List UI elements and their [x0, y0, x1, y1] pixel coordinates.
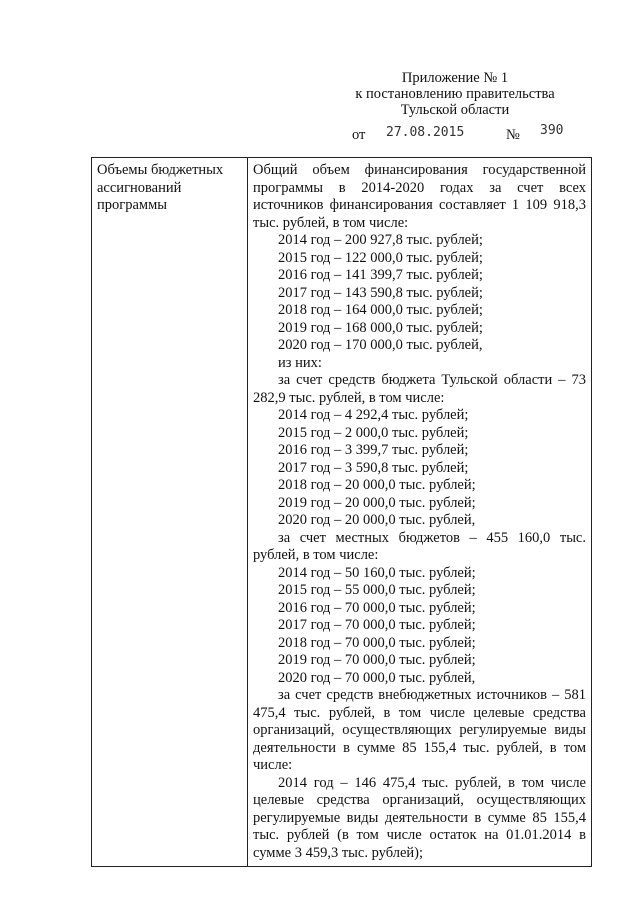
extra-2014-paragraph: 2014 год – 146 475,4 тыс. рублей, в том числе целевые средства организаций, осуществляющих регулируемые виды деятельности в сумме 85 155,4 тыс. рублей (в том числе остаток на 01.01.2014 в сумме 3 459,3 тыс. рублей); — [253, 774, 586, 861]
extra-paragraph: за счет средств внебюджетных источников – 581 475,4 тыс. рублей, в том числе целевые средства организаций, осуществляющих регулируемые виды деятельности в сумме 85 155,4 тыс. рублей, в том числе: — [253, 687, 586, 773]
row-label: Объемы бюджетных ассигнований программы — [92, 158, 248, 867]
regional-paragraph: за счет средств бюджета Тульской области – 73 282,9 тыс. рублей, в том числе: — [253, 372, 586, 406]
local-years-list — [253, 565, 586, 688]
order-number-label: № — [506, 127, 520, 143]
year-line: 2017 год – 70 000,0 тыс. рублей; — [278, 617, 476, 633]
year-line: 2016 год – 141 399,7 тыс. рублей; — [278, 267, 483, 283]
order-date: 27.08.2015 — [386, 125, 465, 140]
year-line: 2014 год – 50 160,0 тыс. рублей; — [278, 564, 476, 581]
year-line: 2018 год – 20 000,0 тыс. рублей; — [278, 477, 476, 493]
year-line: 2015 год – 55 000,0 тыс. рублей; — [278, 582, 476, 598]
regional-years-list — [253, 407, 586, 530]
order-number: 390 — [540, 123, 564, 138]
local-paragraph: за счет местных бюджетов – 455 160,0 тыс. рублей, в том числе: — [253, 529, 586, 563]
year-line: 2018 год – 70 000,0 тыс. рублей; — [278, 634, 476, 651]
intro-paragraph: Общий объем финансирования государственной программы в 2014-2020 годах за счет всех источников финансирования составляет 1 109 918,3 тыс. рублей, в том числе: — [253, 162, 586, 231]
appendix-title: Приложение № 1 — [401, 70, 509, 86]
year-line: 2014 год – 200 927,8 тыс. рублей; — [278, 232, 483, 248]
budget-table — [91, 157, 592, 867]
year-line: 2016 год – 70 000,0 тыс. рублей; — [278, 599, 476, 616]
year-line: 2020 год – 170 000,0 тыс. рублей, — [278, 337, 483, 353]
year-line: 2014 год – 4 292,4 тыс. рублей; — [278, 407, 469, 423]
year-line: 2018 год – 164 000,0 тыс. рублей; — [278, 302, 483, 318]
year-line: 2015 год – 2 000,0 тыс. рублей; — [278, 424, 469, 441]
year-line: 2019 год – 70 000,0 тыс. рублей; — [278, 652, 476, 668]
row-content — [248, 158, 592, 867]
year-line: 2015 год – 122 000,0 тыс. рублей; — [278, 249, 483, 266]
year-line: 2017 год – 3 590,8 тыс. рублей; — [278, 459, 469, 476]
year-line: 2017 год – 143 590,8 тыс. рублей; — [278, 284, 483, 301]
of-them-text: из них: — [278, 354, 322, 371]
year-line: 2020 год – 70 000,0 тыс. рублей, — [278, 669, 476, 686]
table-row — [92, 158, 592, 867]
order-from-label: от — [352, 127, 366, 143]
year-line: 2019 год – 20 000,0 тыс. рублей; — [278, 494, 476, 511]
appendix-header — [330, 70, 580, 118]
appendix-subtitle: к постановлению правительства — [355, 86, 555, 102]
year-line: 2020 год – 20 000,0 тыс. рублей, — [278, 512, 476, 528]
year-line: 2016 год – 3 399,7 тыс. рублей; — [278, 442, 469, 458]
total-years-list — [253, 232, 586, 355]
year-line: 2019 год – 168 000,0 тыс. рублей; — [278, 319, 483, 336]
appendix-region: Тульской области — [400, 102, 510, 118]
